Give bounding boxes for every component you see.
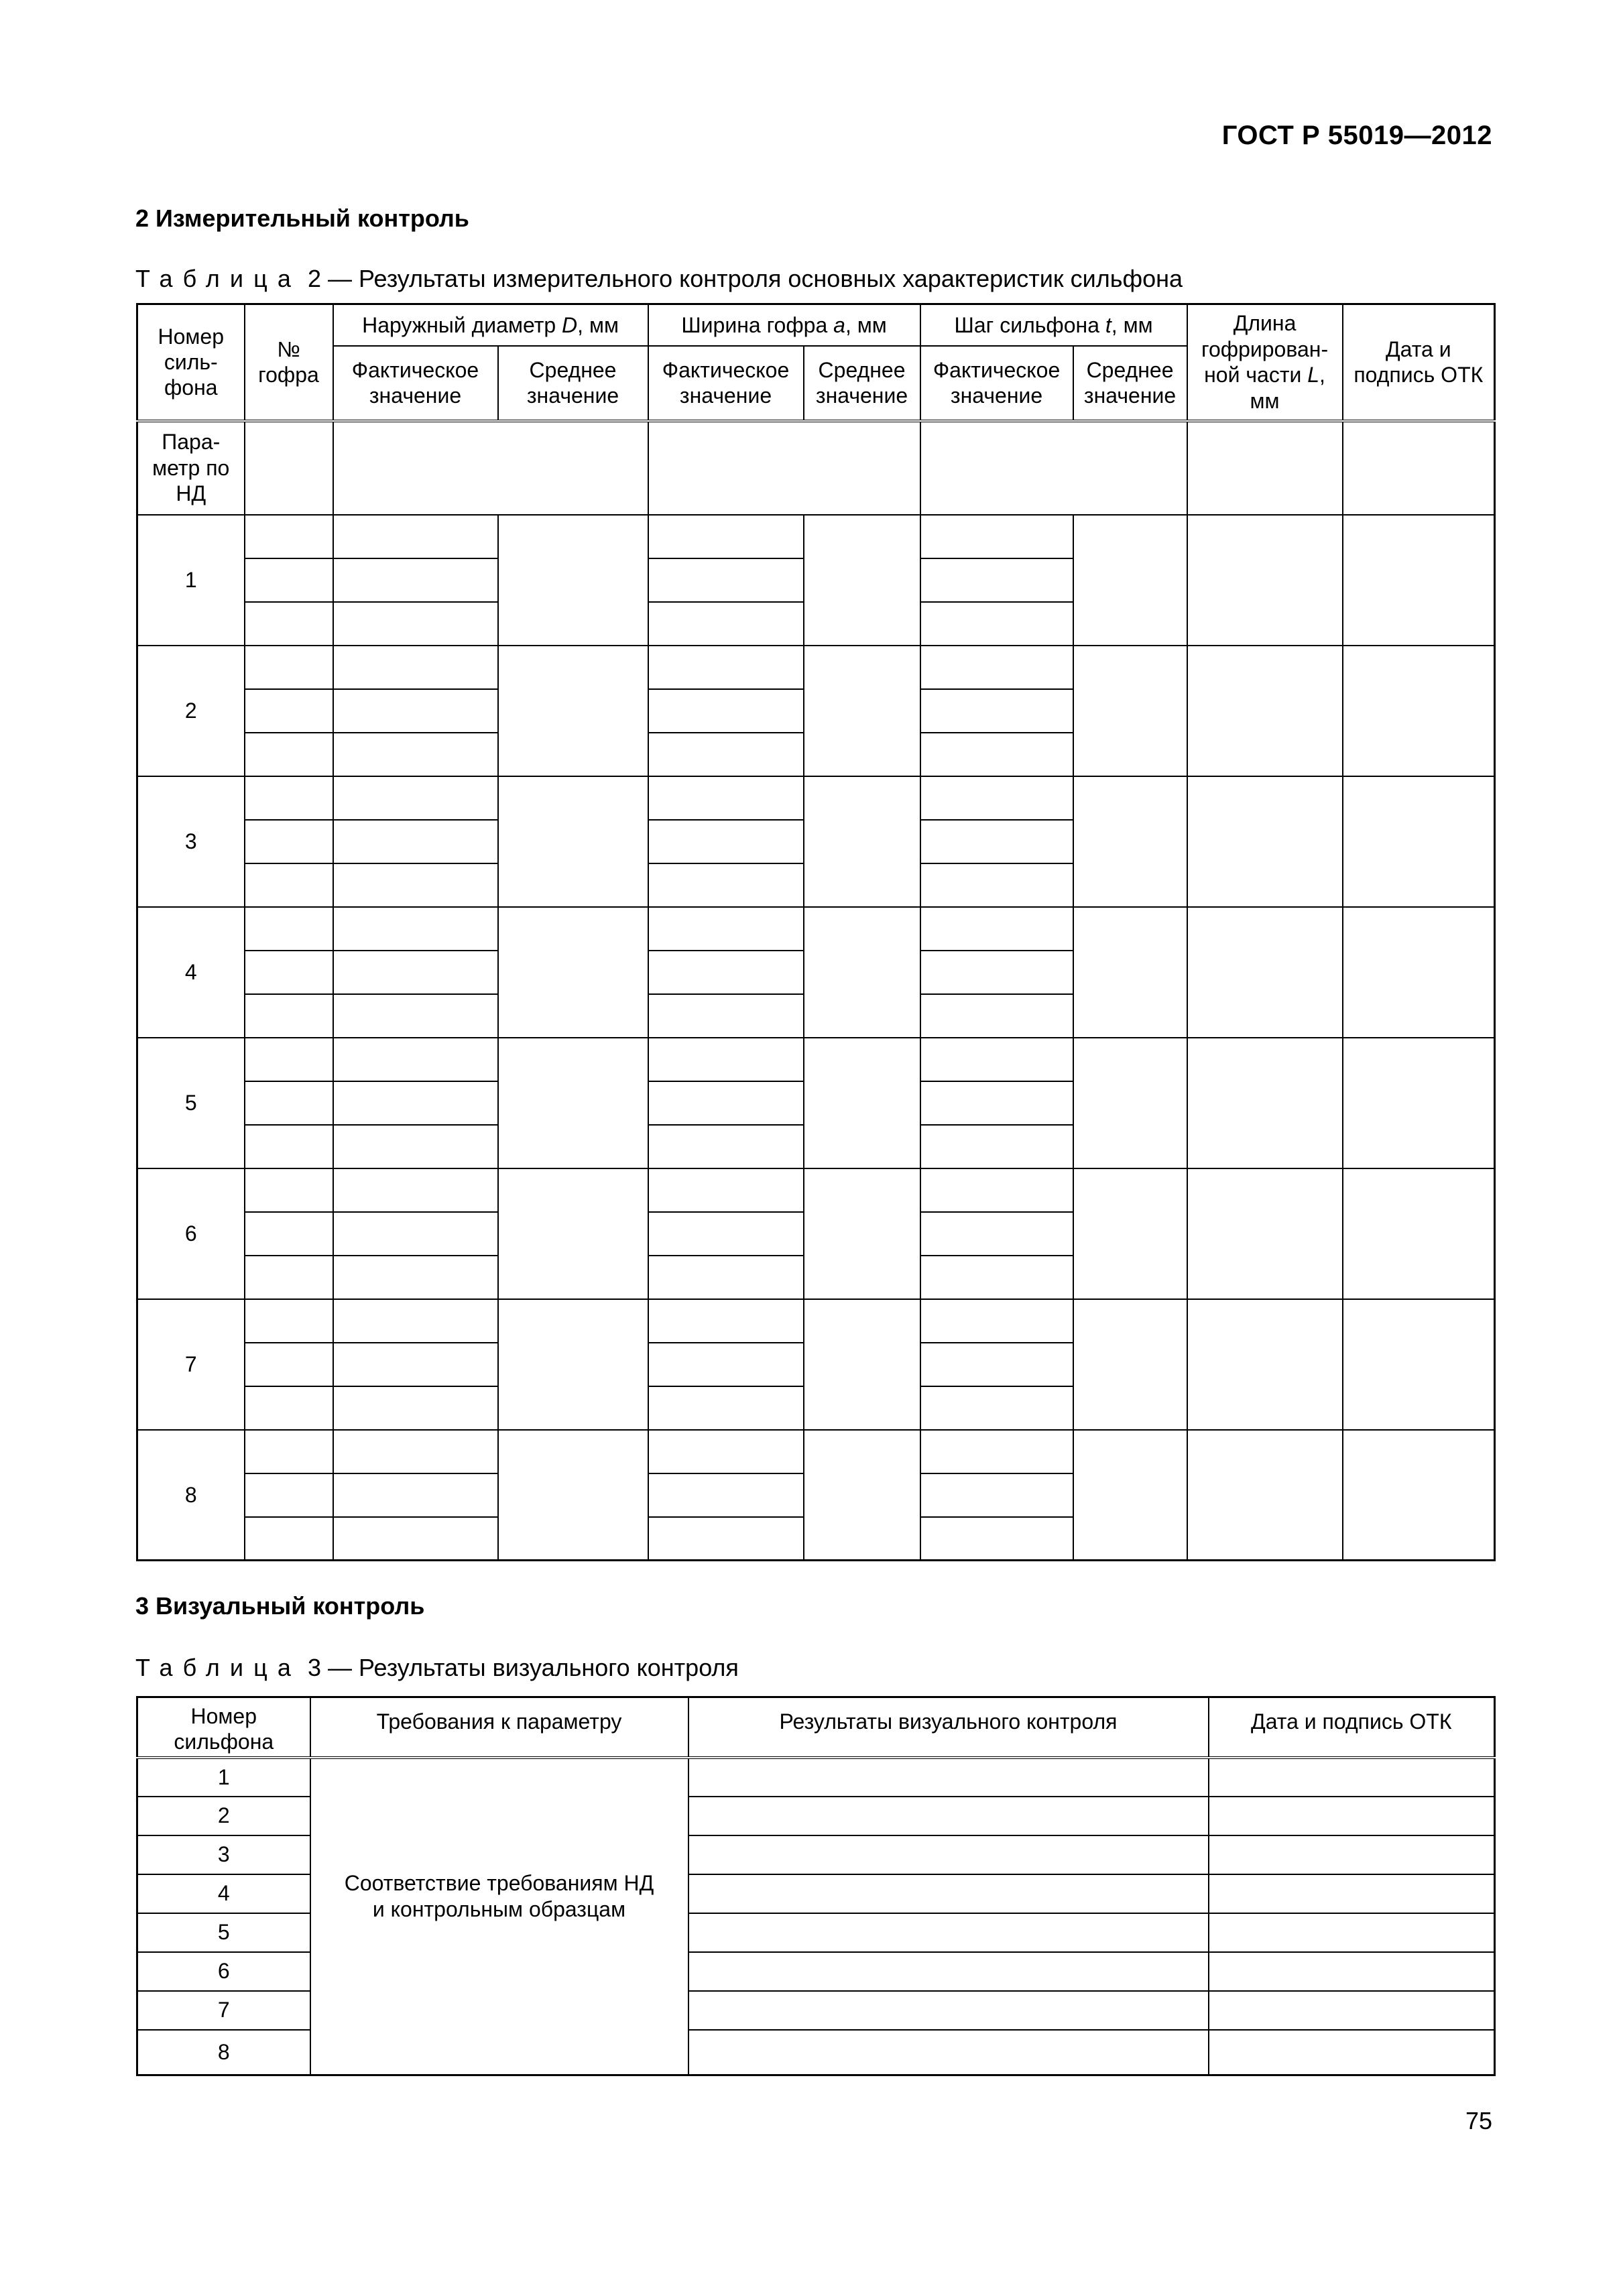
col-corrugated-length-label: Длина гофрирован-ной части	[1201, 311, 1329, 387]
width-actual-cell[interactable]	[648, 1081, 804, 1125]
visual-result-cell[interactable]	[688, 1835, 1209, 1874]
corrugation-number-cell[interactable]	[245, 1038, 333, 1081]
col-bellows-pitch-label: Шаг сильфона	[954, 312, 1099, 337]
table-3-caption-text: 3 — Результаты визуального контроля	[308, 1654, 739, 1681]
corrugation-number-cell[interactable]	[245, 733, 333, 776]
visual-result-cell[interactable]	[688, 1797, 1209, 1835]
diameter-actual-cell[interactable]	[333, 863, 498, 907]
col-corrugated-length	[1187, 304, 1343, 421]
corrugation-number-cell[interactable]	[245, 1125, 333, 1168]
width-actual-cell[interactable]	[648, 1256, 804, 1299]
col-pitch-mean-label: Среднее значение	[1083, 357, 1177, 408]
visual-bellows-number: 7	[137, 1991, 310, 2030]
pitch-mean-cell[interactable]	[1073, 907, 1187, 1038]
pitch-actual-cell[interactable]	[920, 689, 1073, 733]
corrugation-number-cell[interactable]	[245, 602, 333, 646]
width-actual-cell[interactable]	[648, 515, 804, 558]
date-signature-cell[interactable]	[1343, 646, 1495, 776]
corrugation-number-cell[interactable]	[245, 1212, 333, 1256]
page-number: 75	[1465, 2107, 1492, 2134]
pitch-mean-cell[interactable]	[1073, 646, 1187, 776]
visual-date-cell[interactable]	[1209, 1835, 1495, 1874]
col-outer-diameter-unit: , мм	[577, 312, 619, 337]
col-date-signature	[1343, 304, 1495, 421]
col-diameter-mean-label: Среднее значение	[526, 357, 619, 408]
col-corrugation-number	[245, 304, 333, 421]
diameter-actual-cell[interactable]	[333, 820, 498, 863]
col-outer-diameter-label: Наружный диаметр	[362, 312, 556, 337]
diameter-actual-cell[interactable]	[333, 1386, 498, 1430]
pitch-mean-cell[interactable]	[1073, 1038, 1187, 1168]
length-cell[interactable]	[1187, 1299, 1343, 1430]
pitch-actual-cell[interactable]	[920, 951, 1073, 994]
diameter-actual-cell[interactable]	[333, 1343, 498, 1386]
bellows-subrow	[137, 1430, 1495, 1473]
visual-date-cell[interactable]	[1209, 1952, 1495, 1991]
width-actual-cell[interactable]	[648, 602, 804, 646]
width-mean-cell[interactable]	[804, 646, 920, 776]
visual-date-cell[interactable]	[1209, 1913, 1495, 1952]
requirement-text: Соответствие требованиям НД и контрольным образцам	[310, 1758, 688, 2075]
pitch-actual-cell[interactable]	[920, 820, 1073, 863]
col-corrugated-length-symbol: L	[1307, 363, 1320, 387]
corrugation-number-cell[interactable]	[245, 863, 333, 907]
width-mean-cell[interactable]	[804, 1168, 920, 1299]
pitch-actual-cell[interactable]	[920, 1256, 1073, 1299]
t3-col-bellows-number	[137, 1697, 310, 1758]
width-actual-cell[interactable]	[648, 863, 804, 907]
bellows-number-cell: 5	[137, 1038, 245, 1168]
table-2-caption-text: 2 — Результаты измерительного контроля основных характеристик сильфона	[308, 265, 1183, 292]
diameter-mean-cell[interactable]	[498, 646, 648, 776]
bellows-number-cell: 4	[137, 907, 245, 1038]
diameter-actual-cell[interactable]	[333, 1081, 498, 1125]
pitch-mean-cell[interactable]	[1073, 515, 1187, 646]
diameter-mean-cell[interactable]	[498, 1038, 648, 1168]
length-cell[interactable]	[1187, 1430, 1343, 1561]
bellows-subrow	[137, 646, 1495, 689]
table-3-caption-word: Таблица	[135, 1654, 301, 1681]
parameter-nd-diameter[interactable]	[333, 421, 648, 515]
t3-col-results	[688, 1697, 1209, 1758]
visual-inspection-table	[136, 1696, 1496, 2076]
pitch-actual-cell[interactable]	[920, 1473, 1073, 1517]
diameter-mean-cell[interactable]	[498, 1430, 648, 1561]
diameter-mean-cell[interactable]	[498, 1168, 648, 1299]
date-signature-cell[interactable]	[1343, 907, 1495, 1038]
visual-bellows-number: 3	[137, 1835, 310, 1874]
bellows-number-cell: 7	[137, 1299, 245, 1430]
corrugation-number-cell[interactable]	[245, 515, 333, 558]
t3-col-bellows-number-label: Номер сильфона	[174, 1704, 274, 1754]
visual-date-cell[interactable]	[1209, 1797, 1495, 1835]
diameter-actual-cell[interactable]	[333, 776, 498, 820]
visual-bellows-number: 8	[137, 2030, 310, 2075]
visual-date-cell[interactable]	[1209, 1991, 1495, 2030]
width-actual-cell[interactable]	[648, 1299, 804, 1343]
bellows-number-cell: 8	[137, 1430, 245, 1561]
col-bellows-pitch	[920, 304, 1187, 346]
width-actual-cell[interactable]	[648, 1473, 804, 1517]
corrugation-number-cell[interactable]	[245, 951, 333, 994]
pitch-actual-cell[interactable]	[920, 558, 1073, 602]
measurement-table	[136, 303, 1496, 1561]
col-bellows-number	[137, 304, 245, 421]
parameter-nd-label: Пара-метр по НД	[137, 421, 245, 515]
diameter-actual-cell[interactable]	[333, 1473, 498, 1517]
width-actual-cell[interactable]	[648, 1386, 804, 1430]
length-cell[interactable]	[1187, 515, 1343, 646]
diameter-actual-cell[interactable]	[333, 646, 498, 689]
col-width-actual	[648, 346, 804, 421]
pitch-actual-cell[interactable]	[920, 1125, 1073, 1168]
diameter-actual-cell[interactable]	[333, 1168, 498, 1212]
width-actual-cell[interactable]	[648, 994, 804, 1038]
corrugation-number-cell[interactable]	[245, 1299, 333, 1343]
col-corrugated-length-unit: , мм	[1250, 363, 1325, 413]
width-mean-cell[interactable]	[804, 776, 920, 907]
bellows-subrow	[137, 1299, 1495, 1343]
parameter-nd-date[interactable]	[1343, 421, 1495, 515]
pitch-mean-cell[interactable]	[1073, 1168, 1187, 1299]
bellows-number-cell: 1	[137, 515, 245, 646]
width-mean-cell[interactable]	[804, 515, 920, 646]
parameter-nd-pitch[interactable]	[920, 421, 1187, 515]
col-corrugation-width-unit: , мм	[845, 312, 887, 337]
diameter-actual-cell[interactable]	[333, 689, 498, 733]
pitch-actual-cell[interactable]	[920, 515, 1073, 558]
bellows-subrow	[137, 776, 1495, 820]
diameter-mean-cell[interactable]	[498, 515, 648, 646]
date-signature-cell[interactable]	[1343, 1430, 1495, 1561]
diameter-actual-cell[interactable]	[333, 1038, 498, 1081]
diameter-actual-cell[interactable]	[333, 907, 498, 951]
pitch-actual-cell[interactable]	[920, 602, 1073, 646]
width-actual-cell[interactable]	[648, 558, 804, 602]
col-pitch-mean	[1073, 346, 1187, 421]
col-outer-diameter	[333, 304, 648, 346]
parameter-nd-row	[137, 421, 1495, 515]
width-actual-cell[interactable]	[648, 1168, 804, 1212]
corrugation-number-cell[interactable]	[245, 1256, 333, 1299]
pitch-actual-cell[interactable]	[920, 1168, 1073, 1212]
parameter-nd-cell[interactable]	[245, 421, 333, 515]
visual-date-cell[interactable]	[1209, 1758, 1495, 1797]
diameter-mean-cell[interactable]	[498, 776, 648, 907]
visual-bellows-number: 5	[137, 1913, 310, 1952]
length-cell[interactable]	[1187, 646, 1343, 776]
bellows-subrow	[137, 1168, 1495, 1212]
corrugation-number-cell[interactable]	[245, 646, 333, 689]
corrugation-number-cell[interactable]	[245, 1430, 333, 1473]
t3-col-date-signature-label: Дата и подпись ОТК	[1251, 1709, 1452, 1734]
pitch-actual-cell[interactable]	[920, 1038, 1073, 1081]
parameter-nd-width[interactable]	[648, 421, 920, 515]
col-bellows-number-label: Номер силь-фона	[158, 324, 224, 400]
col-diameter-mean	[498, 346, 648, 421]
width-mean-cell[interactable]	[804, 907, 920, 1038]
diameter-actual-cell[interactable]	[333, 951, 498, 994]
pitch-actual-cell[interactable]	[920, 733, 1073, 776]
visual-date-cell[interactable]	[1209, 2030, 1495, 2075]
section-3-heading: 3 Визуальный контроль	[135, 1592, 425, 1620]
width-actual-cell[interactable]	[648, 1430, 804, 1473]
diameter-actual-cell[interactable]	[333, 515, 498, 558]
width-mean-cell[interactable]	[804, 1430, 920, 1561]
visual-result-cell[interactable]	[688, 1758, 1209, 1797]
col-date-signature-label: Дата и подпись ОТК	[1354, 337, 1484, 387]
width-mean-cell[interactable]	[804, 1038, 920, 1168]
pitch-actual-cell[interactable]	[920, 1430, 1073, 1473]
visual-result-cell[interactable]	[688, 1952, 1209, 1991]
section-2-heading: 2 Измерительный контроль	[135, 204, 469, 232]
diameter-actual-cell[interactable]	[333, 1125, 498, 1168]
width-actual-cell[interactable]	[648, 733, 804, 776]
width-actual-cell[interactable]	[648, 1038, 804, 1081]
col-width-mean-label: Среднее значение	[815, 357, 908, 408]
t3-col-results-label: Результаты визуального контроля	[779, 1709, 1118, 1734]
visual-result-cell[interactable]	[688, 1991, 1209, 2030]
width-actual-cell[interactable]	[648, 907, 804, 951]
width-actual-cell[interactable]	[648, 1125, 804, 1168]
visual-bellows-number: 4	[137, 1874, 310, 1913]
corrugation-number-cell[interactable]	[245, 1473, 333, 1517]
date-signature-cell[interactable]	[1343, 1299, 1495, 1430]
col-bellows-pitch-unit: , мм	[1111, 312, 1153, 337]
pitch-actual-cell[interactable]	[920, 1212, 1073, 1256]
bellows-number-cell: 3	[137, 776, 245, 907]
pitch-actual-cell[interactable]	[920, 1517, 1073, 1561]
width-actual-cell[interactable]	[648, 646, 804, 689]
t3-col-requirements-label: Требования к параметру	[376, 1709, 622, 1734]
diameter-actual-cell[interactable]	[333, 558, 498, 602]
bellows-subrow	[137, 907, 1495, 951]
pitch-actual-cell[interactable]	[920, 994, 1073, 1038]
diameter-actual-cell[interactable]	[333, 1517, 498, 1561]
corrugation-number-cell[interactable]	[245, 558, 333, 602]
pitch-actual-cell[interactable]	[920, 1343, 1073, 1386]
col-bellows-pitch-symbol: t	[1105, 312, 1111, 337]
t3-col-requirements	[310, 1697, 688, 1758]
diameter-actual-cell[interactable]	[333, 602, 498, 646]
diameter-mean-cell[interactable]	[498, 1299, 648, 1430]
pitch-actual-cell[interactable]	[920, 646, 1073, 689]
corrugation-number-cell[interactable]	[245, 1386, 333, 1430]
width-actual-cell[interactable]	[648, 689, 804, 733]
date-signature-cell[interactable]	[1343, 515, 1495, 646]
visual-date-cell[interactable]	[1209, 1874, 1495, 1913]
length-cell[interactable]	[1187, 907, 1343, 1038]
pitch-actual-cell[interactable]	[920, 863, 1073, 907]
col-pitch-actual-label: Фактическое значение	[933, 357, 1061, 408]
standard-code: ГОСТ Р 55019—2012	[1221, 121, 1492, 150]
corrugation-number-cell[interactable]	[245, 1343, 333, 1386]
visual-bellows-number: 6	[137, 1952, 310, 1991]
col-corrugation-width-label: Ширина гофра	[681, 312, 828, 337]
corrugation-number-cell[interactable]	[245, 820, 333, 863]
diameter-actual-cell[interactable]	[333, 1256, 498, 1299]
corrugation-number-cell[interactable]	[245, 776, 333, 820]
col-outer-diameter-symbol: D	[562, 312, 578, 337]
corrugation-number-cell[interactable]	[245, 689, 333, 733]
visual-bellows-number: 2	[137, 1797, 310, 1835]
t3-col-date-signature	[1209, 1697, 1495, 1758]
bellows-number-cell: 6	[137, 1168, 245, 1299]
width-actual-cell[interactable]	[648, 951, 804, 994]
visual-result-cell[interactable]	[688, 2030, 1209, 2075]
date-signature-cell[interactable]	[1343, 776, 1495, 907]
width-actual-cell[interactable]	[648, 1517, 804, 1561]
col-pitch-actual	[920, 346, 1073, 421]
width-actual-cell[interactable]	[648, 1343, 804, 1386]
table-3-caption	[135, 1654, 739, 1682]
pitch-actual-cell[interactable]	[920, 1386, 1073, 1430]
date-signature-cell[interactable]	[1343, 1038, 1495, 1168]
diameter-mean-cell[interactable]	[498, 907, 648, 1038]
visual-bellows-number: 1	[137, 1758, 310, 1797]
pitch-actual-cell[interactable]	[920, 907, 1073, 951]
width-actual-cell[interactable]	[648, 776, 804, 820]
width-actual-cell[interactable]	[648, 1212, 804, 1256]
visual-row	[137, 1758, 1495, 1797]
diameter-actual-cell[interactable]	[333, 994, 498, 1038]
corrugation-number-cell[interactable]	[245, 1081, 333, 1125]
length-cell[interactable]	[1187, 1168, 1343, 1299]
col-diameter-actual	[333, 346, 498, 421]
pitch-mean-cell[interactable]	[1073, 1430, 1187, 1561]
col-corrugation-number-label: № гофра	[258, 337, 319, 387]
col-diameter-actual-label: Фактическое значение	[351, 357, 479, 408]
col-corrugation-width	[648, 304, 920, 346]
bellows-number-cell: 2	[137, 646, 245, 776]
table-2-caption-word: Таблица	[135, 265, 301, 292]
date-signature-cell[interactable]	[1343, 1168, 1495, 1299]
col-corrugation-width-symbol: a	[833, 312, 845, 337]
length-cell[interactable]	[1187, 776, 1343, 907]
corrugation-number-cell[interactable]	[245, 1168, 333, 1212]
pitch-mean-cell[interactable]	[1073, 776, 1187, 907]
width-actual-cell[interactable]	[648, 820, 804, 863]
pitch-actual-cell[interactable]	[920, 1299, 1073, 1343]
pitch-actual-cell[interactable]	[920, 776, 1073, 820]
table-2-caption	[135, 265, 1183, 293]
corrugation-number-cell[interactable]	[245, 994, 333, 1038]
visual-result-cell[interactable]	[688, 1874, 1209, 1913]
bellows-subrow	[137, 1038, 1495, 1081]
corrugation-number-cell[interactable]	[245, 1517, 333, 1561]
pitch-actual-cell[interactable]	[920, 1081, 1073, 1125]
width-mean-cell[interactable]	[804, 1299, 920, 1430]
col-width-actual-label: Фактическое значение	[662, 357, 790, 408]
visual-result-cell[interactable]	[688, 1913, 1209, 1952]
diameter-actual-cell[interactable]	[333, 733, 498, 776]
parameter-nd-length[interactable]	[1187, 421, 1343, 515]
corrugation-number-cell[interactable]	[245, 907, 333, 951]
bellows-subrow	[137, 515, 1495, 558]
diameter-actual-cell[interactable]	[333, 1212, 498, 1256]
diameter-actual-cell[interactable]	[333, 1299, 498, 1343]
pitch-mean-cell[interactable]	[1073, 1299, 1187, 1430]
col-width-mean	[804, 346, 920, 421]
length-cell[interactable]	[1187, 1038, 1343, 1168]
diameter-actual-cell[interactable]	[333, 1430, 498, 1473]
